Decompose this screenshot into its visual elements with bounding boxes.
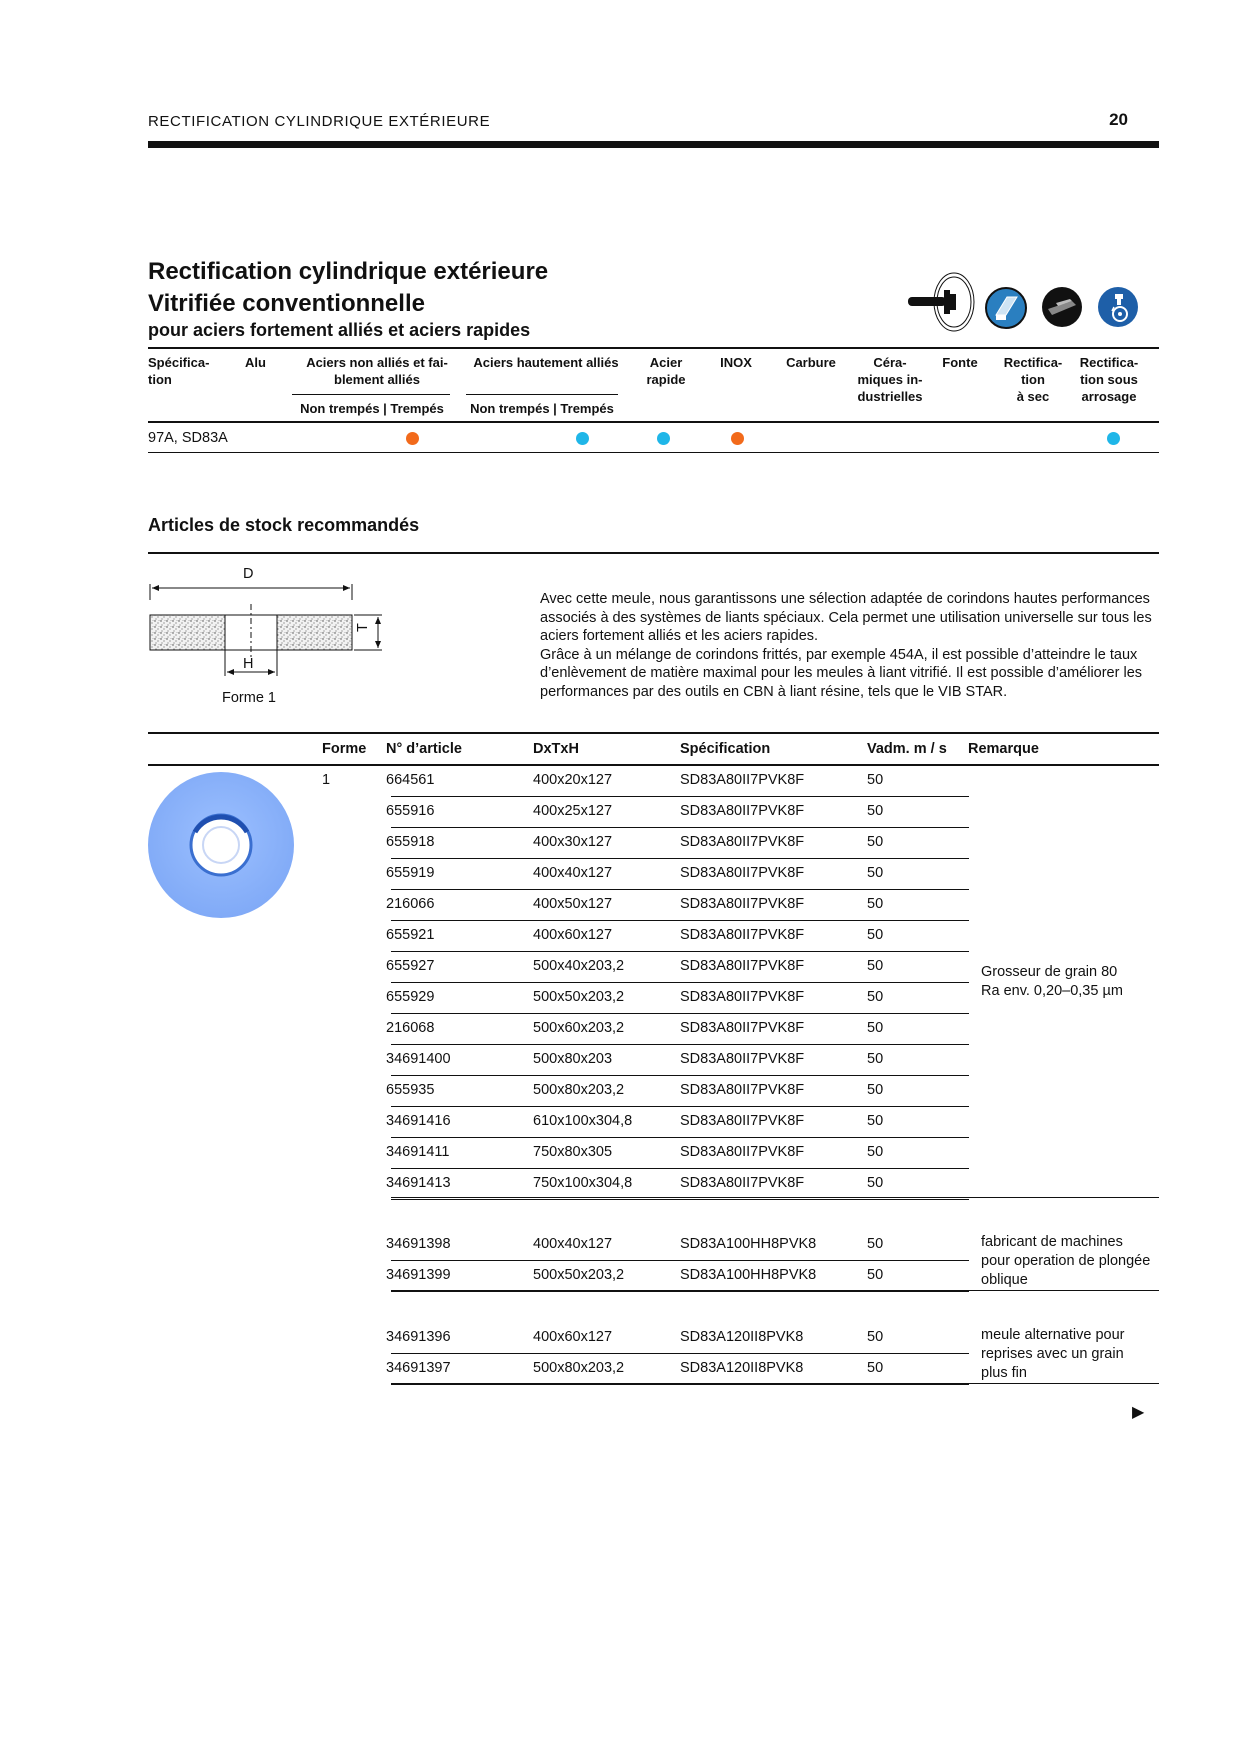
cell-dim: 500x40x203,2 [533, 958, 625, 974]
row-separator [391, 889, 969, 890]
cell-dim: 400x30x127 [533, 834, 613, 850]
cell-spec: SD83A80II7PVK8F [680, 1175, 805, 1191]
grinding-wheel-spindle-icon [906, 272, 976, 332]
cell-dim: 750x100x304,8 [533, 1175, 633, 1191]
cell-vadm: 50 [867, 865, 884, 881]
cell-spec: SD83A80II7PVK8F [680, 927, 805, 943]
cell-dim: 610x100x304,8 [533, 1113, 633, 1129]
matrix-subheader-haut-allies: Non trempés | Trempés [470, 401, 614, 416]
row-separator [391, 1137, 969, 1138]
row-separator [391, 1291, 969, 1292]
compat-dot-arrosage [1107, 432, 1120, 445]
matrix-mid-rule [148, 421, 1159, 423]
cell-vadm: 50 [867, 1113, 884, 1129]
cell-spec: SD83A80II7PVK8F [680, 958, 805, 974]
col-header-article: N° d’article [386, 741, 462, 757]
matrix-header-alu: Alu [245, 355, 266, 370]
cell-spec: SD83A80II7PVK8F [680, 1113, 805, 1129]
col-header-vadm: Vadm. m / s [867, 741, 947, 757]
cell-vadm: 50 [867, 1236, 884, 1252]
row-separator [391, 1168, 969, 1169]
cell-article: 655935 [386, 1082, 435, 1098]
cell-article: 34691400 [386, 1051, 451, 1067]
cell-vadm: 50 [867, 927, 884, 943]
cell-article: 655919 [386, 865, 435, 881]
dimension-label-d: D [243, 566, 254, 582]
remark-group-1: Grosseur de grain 80 Ra env. 0,20–0,35 µm [981, 964, 1123, 999]
cell-dim: 500x60x203,2 [533, 1020, 625, 1036]
cell-dim: 500x80x203 [533, 1051, 613, 1067]
stock-section-title: Articles de stock recommandés [148, 515, 420, 535]
cell-article: 216068 [386, 1020, 435, 1036]
product-description: Avec cette meule, nous garantissons une sélection adaptée de corindons hautes performances associés à des systèmes de liants spéciaux. Cela permet une utilisation universelle sur tous les aciers fortement alliés et les aciers rapides. Grâce à un mélange de corindons frittés, par exemple 454A, il est possible d’atteindre le taux d’enlèvement de matière maximal pour les meules à liant vitrifié. Il est possible d’améliorer les performances par des outils en CBN à liant résine, tels que le VIB STAR. [540, 591, 1152, 700]
running-header: RECTIFICATION CYLINDRIQUE EXTÉRIEURE [148, 113, 491, 130]
title-line-1: Rectification cylindrique extérieure [148, 258, 549, 285]
cell-article: 655929 [386, 989, 435, 1005]
cell-article: 34691396 [386, 1329, 451, 1345]
cell-vadm: 50 [867, 1360, 884, 1376]
matrix-header-spec: Spécifica- tion [148, 355, 210, 387]
cell-vadm: 50 [867, 958, 884, 974]
matrix-header-arrosage: Rectifica- tion sous arrosage [1079, 355, 1139, 404]
cell-vadm: 50 [867, 1082, 884, 1098]
cell-spec: SD83A80II7PVK8F [680, 1020, 805, 1036]
wheel-form-diagram [148, 566, 388, 676]
row-separator [391, 1199, 969, 1200]
compat-dot-haut-allies-trempes [576, 432, 589, 445]
cell-vadm: 50 [867, 1020, 884, 1036]
cell-dim: 500x80x203,2 [533, 1360, 625, 1376]
group-end-rule [391, 1290, 1159, 1291]
cell-article: 34691398 [386, 1236, 451, 1252]
matrix-header-ceramiques: Céra- miques in- dustrielles [857, 355, 923, 404]
cell-dim: 750x80x305 [533, 1144, 613, 1160]
cell-article: 34691411 [386, 1144, 450, 1160]
product-wheel-image [148, 772, 294, 918]
diagram-caption: Forme 1 [222, 690, 276, 706]
page-subtitle: pour aciers fortement alliés et aciers rapides [148, 320, 531, 340]
cell-vadm: 50 [867, 1144, 884, 1160]
table-top-rule [148, 732, 1159, 734]
row-separator [391, 982, 969, 983]
group-end-rule [391, 1197, 1159, 1198]
cell-vadm: 50 [867, 896, 884, 912]
cell-spec: SD83A80II7PVK8F [680, 896, 805, 912]
header-rule [148, 141, 1159, 148]
matrix-header-inox: INOX [720, 355, 752, 370]
row-separator [391, 1353, 969, 1354]
cell-dim: 400x40x127 [533, 865, 613, 881]
cell-vadm: 50 [867, 1051, 884, 1067]
row-separator [391, 858, 969, 859]
cell-article: 34691397 [386, 1360, 451, 1376]
group-end-rule [391, 1383, 1159, 1384]
remark-group-3: meule alternative pour reprises avec un grain plus fin [981, 1327, 1125, 1381]
matrix-header-fonte: Fonte [942, 355, 978, 370]
cell-spec: SD83A120II8PVK8 [680, 1329, 804, 1345]
page-title [148, 256, 548, 320]
cell-spec: SD83A80II7PVK8F [680, 834, 805, 850]
row-separator [391, 951, 969, 952]
matrix-subhead-rule-2 [466, 394, 618, 395]
cell-spec: SD83A80II7PVK8F [680, 989, 805, 1005]
cell-spec: SD83A80II7PVK8F [680, 1082, 805, 1098]
cell-vadm: 50 [867, 1267, 884, 1283]
title-line-2: Vitrifiée conventionnelle [148, 290, 425, 317]
row-separator [391, 920, 969, 921]
row-separator [391, 1384, 969, 1385]
matrix-header-sec: Rectifica- tion à sec [1003, 355, 1063, 404]
matrix-header-haut-allies: Aciers hautement alliés [473, 355, 619, 370]
cell-dim: 500x50x203,2 [533, 989, 625, 1005]
cell-spec: SD83A80II7PVK8F [680, 772, 805, 788]
row-separator [391, 1106, 969, 1107]
forme-value: 1 [322, 772, 331, 788]
row-separator [391, 1075, 969, 1076]
row-separator [391, 827, 969, 828]
cell-vadm: 50 [867, 989, 884, 1005]
compat-dot-inox [731, 432, 744, 445]
cell-vadm: 50 [867, 772, 884, 788]
cell-spec: SD83A100HH8PVK8 [680, 1236, 817, 1252]
cell-spec: SD83A100HH8PVK8 [680, 1267, 817, 1283]
cell-vadm: 50 [867, 1329, 884, 1345]
cell-dim: 500x50x203,2 [533, 1267, 625, 1283]
row-separator [391, 1260, 969, 1261]
cell-dim: 500x80x203,2 [533, 1082, 625, 1098]
stock-top-rule [148, 552, 1159, 554]
matrix-subheader-non-allies: Non trempés | Trempés [300, 401, 444, 416]
cell-spec: SD83A120II8PVK8 [680, 1360, 804, 1376]
row-separator [391, 796, 969, 797]
col-header-dim: DxTxH [533, 741, 579, 757]
cell-article: 664561 [386, 772, 435, 788]
cell-vadm: 50 [867, 834, 884, 850]
row-separator [391, 1044, 969, 1045]
cell-article: 216066 [386, 896, 435, 912]
cell-article: 34691416 [386, 1113, 451, 1129]
cell-dim: 400x40x127 [533, 1236, 613, 1252]
cell-article: 655918 [386, 834, 435, 850]
cell-vadm: 50 [867, 803, 884, 819]
matrix-header-carbure: Carbure [786, 355, 836, 370]
matrix-subhead-rule-1 [292, 394, 450, 395]
next-page-arrow[interactable]: ▶ [1132, 1404, 1145, 1421]
table-header-rule [148, 764, 1159, 766]
cell-dim: 400x50x127 [533, 896, 613, 912]
cell-dim: 400x25x127 [533, 803, 613, 819]
cell-article: 655927 [386, 958, 435, 974]
matrix-header-non-allies: Aciers non alliés et fai- blement alliés [306, 355, 448, 387]
matrix-bottom-rule [148, 452, 1159, 453]
dimension-label-h: H [243, 656, 254, 672]
cell-dim: 400x20x127 [533, 772, 613, 788]
col-header-forme: Forme [322, 741, 367, 757]
compat-dot-acier-rapide [657, 432, 670, 445]
cell-article: 655921 [386, 927, 435, 943]
remark-group-2: fabricant de machines pour operation de plongée oblique [981, 1234, 1151, 1288]
steel-beam-icon [985, 287, 1027, 329]
col-header-remark: Remarque [968, 741, 1039, 757]
page-number: 20 [1109, 110, 1128, 129]
cell-vadm: 50 [867, 1175, 884, 1191]
cell-spec: SD83A80II7PVK8F [680, 865, 805, 881]
dry-grinding-icon [1042, 287, 1082, 327]
cell-spec: SD83A80II7PVK8F [680, 1144, 805, 1160]
cell-dim: 400x60x127 [533, 1329, 613, 1345]
compat-dot-non-allies [406, 432, 419, 445]
cell-spec: SD83A80II7PVK8F [680, 803, 805, 819]
cell-article: 34691399 [386, 1267, 451, 1283]
matrix-row-spec: 97A, SD83A [148, 430, 228, 446]
row-separator [391, 1013, 969, 1014]
col-header-spec: Spécification [680, 741, 771, 757]
coolant-nozzle-icon [1098, 287, 1138, 327]
matrix-top-rule [148, 347, 1159, 349]
matrix-header-acier-rapide: Acier rapide [646, 355, 686, 387]
cell-article: 655916 [386, 803, 435, 819]
dimension-label-t: T [355, 623, 371, 632]
cell-dim: 400x60x127 [533, 927, 613, 943]
cell-article: 34691413 [386, 1175, 451, 1191]
cell-spec: SD83A80II7PVK8F [680, 1051, 805, 1067]
